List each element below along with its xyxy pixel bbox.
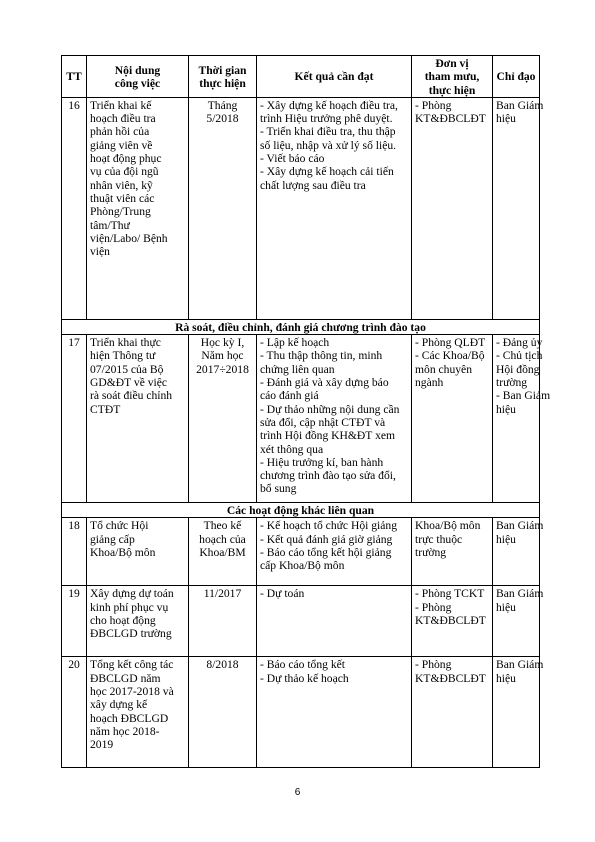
content-cell: Tổng kết công tác ĐBCLGD năm học 2017-2018 và xây dựng kế hoạch ĐBCLGD năm học 2018- 2019 — [87, 657, 189, 768]
header-direct: Chỉ đạo — [493, 56, 540, 98]
section-row — [62, 503, 540, 518]
section-row — [62, 319, 540, 334]
table-row — [62, 335, 540, 503]
content-cell: Triển khai thực hiện Thông tư 07/2015 của Bộ GD&ĐT về việc rà soát điều chỉnh CTĐT — [87, 335, 189, 503]
result-cell: - Báo cáo tổng kết - Dự thảo kế hoạch — [257, 657, 412, 768]
direct-cell: - Đảng ủy - Chủ tịch Hội đồng trường - Ban Giám hiệu — [493, 335, 540, 503]
section-heading-related-activities: Các hoạt động khác liên quan — [62, 503, 540, 518]
content-cell: Triển khai kế hoạch điều tra phản hồi của giảng viên về hoạt động phục vụ của đội ngũ nhân viên, kỹ thuật viên các Phòng/Trung tâm/Thư viện/Labo/ Bệnh viện — [87, 97, 189, 319]
direct-cell: Ban Giám hiệu — [493, 97, 540, 319]
unit-cell: - Phòng KT&ĐBCLĐT — [412, 97, 493, 319]
time-cell: 11/2017 — [189, 586, 257, 657]
table-row — [62, 657, 540, 768]
unit-cell: - Phòng QLĐT - Các Khoa/Bộ môn chuyên ngành — [412, 335, 493, 503]
row-number: 19 — [62, 586, 87, 657]
table-header-row — [62, 56, 540, 98]
result-cell: - Xây dựng kế hoạch điều tra, trình Hiệu trưởng phê duyệt. - Triển khai điều tra, thu thập số liệu, nhập và xử lý số liệu. - Viết báo cáo - Xây dựng kế hoạch cải tiến chất lượng sau điều tra — [257, 97, 412, 319]
unit-cell: - Phòng KT&ĐBCLĐT — [412, 657, 493, 768]
content-cell: Xây dựng dự toán kinh phí phục vụ cho hoạt động ĐBCLGD trường — [87, 586, 189, 657]
direct-cell: Ban Giám hiệu — [493, 518, 540, 586]
time-cell: 8/2018 — [189, 657, 257, 768]
table-row — [62, 97, 540, 319]
header-tt: TT — [62, 56, 87, 98]
table-row — [62, 518, 540, 586]
time-cell: Học kỳ I, Năm học 2017÷2018 — [189, 335, 257, 503]
header-time: Thời gian thực hiện — [189, 56, 257, 98]
table-row — [62, 586, 540, 657]
page-number: 6 — [294, 787, 301, 798]
activity-plan-table — [61, 55, 551, 768]
result-cell: - Lập kế hoạch - Thu thập thông tin, minh chứng liên quan - Đánh giá và xây dựng báo cáo đánh giá - Dự thảo những nội dung cần sửa đổi, cập nhật CTĐT và trình Hội đồng KH&ĐT xem xét thông qua - Hiệu trưởng kí, ban hành chương trình đào tạo sửa đổi, bổ sung — [257, 335, 412, 503]
unit-cell: - Phòng TCKT - Phòng KT&ĐBCLĐT — [412, 586, 493, 657]
section-heading-curriculum: Rà soát, điều chỉnh, đánh giá chương trình đào tạo — [62, 319, 540, 334]
result-cell: - Kế hoạch tổ chức Hội giảng - Kết quả đánh giá giờ giảng - Báo cáo tổng kết hội giảng cấp Khoa/Bộ môn — [257, 518, 412, 586]
content-cell: Tổ chức Hội giảng cấp Khoa/Bộ môn — [87, 518, 189, 586]
time-cell: Theo kế hoạch của Khoa/BM — [189, 518, 257, 586]
row-number: 20 — [62, 657, 87, 768]
time-cell: Tháng 5/2018 — [189, 97, 257, 319]
header-result: Kết quả cần đạt — [257, 56, 412, 98]
unit-cell: Khoa/Bộ môn trực thuộc trường — [412, 518, 493, 586]
row-number: 16 — [62, 97, 87, 319]
direct-cell: Ban Giám hiệu — [493, 657, 540, 768]
row-number: 17 — [62, 335, 87, 503]
direct-cell: Ban Giám hiệu — [493, 586, 540, 657]
result-cell: - Dự toán — [257, 586, 412, 657]
header-content: Nội dung công việc — [87, 56, 189, 98]
header-unit: Đơn vị tham mưu, thực hiện — [412, 56, 493, 98]
row-number: 18 — [62, 518, 87, 586]
